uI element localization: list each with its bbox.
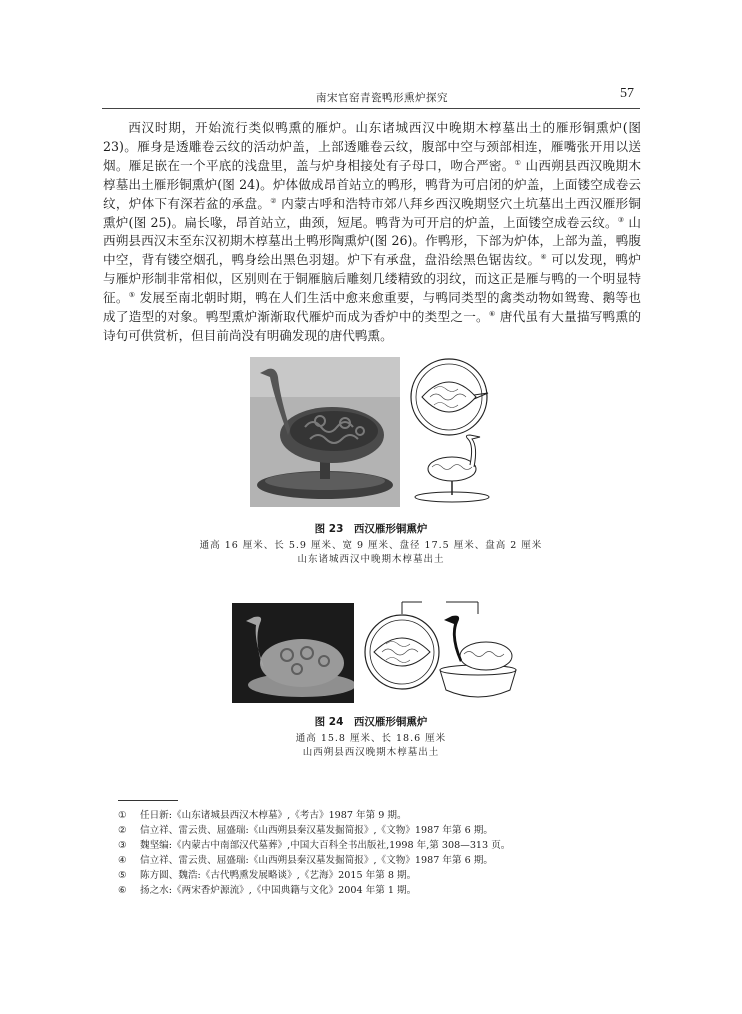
figure-23-caption-line: 通高 16 厘米、长 5.9 厘米、宽 9 厘米、盘径 17.5 厘米、盘高 2 厘米: [199, 540, 543, 551]
footnote-item: [118, 823, 618, 838]
footnote-mark: ⑤: [118, 870, 127, 881]
footnote-ref[interactable]: ①: [514, 158, 522, 167]
figure-24-drawing-circle: [362, 600, 442, 710]
duck-censer-photo-illustration: [232, 603, 354, 703]
footnote-mark: ①: [118, 810, 127, 821]
figure-24: [0, 600, 742, 760]
footnote-ref[interactable]: ②: [270, 196, 277, 205]
footnote-item: [118, 868, 618, 883]
figure-24-caption-line: 山西朔县西汉晚期木椁墓出土: [302, 747, 440, 758]
page-number: 57: [620, 86, 634, 101]
footnote-text: 扬之水:《两宋香炉源流》,《中国典籍与文化》2004 年第 1 期。: [140, 885, 417, 896]
footnote-item: [118, 853, 618, 868]
footnote-item: [118, 883, 618, 898]
figure-24-photo: [232, 603, 354, 703]
footnote-mark: ④: [118, 855, 127, 866]
figure-23-photo: [250, 357, 400, 507]
body-segment: 发展至南北朝时期，鸭在人们生活中愈来愈重要，与鸭同类型的禽类动物如鸳鸯、鹅等也成了造型的对象。鸭型熏炉渐渐取代雁炉而成为香炉中的类型之一。: [103, 290, 641, 325]
censer-top-view-drawing: [362, 600, 442, 710]
censer-line-drawing: [408, 355, 490, 515]
footnote-item: [118, 808, 618, 823]
footnote-ref[interactable]: ⑥: [488, 309, 496, 318]
body-segment: 西汉时期，开始流行类似鸭熏的雁炉。山东诸城西汉中晚期木椁墓出土的雁形铜熏炉(图 23)。雁身是透雕卷云纹的活动炉盖，上部透雕卷云纹，腹部中空与颈部相连，雁嘴张开用以送烟。雁足嵌在一个平底的浅盘里，盖与炉身相接处有子母口，吻合严密。: [103, 120, 641, 173]
figure-23-caption-title: 图 23 西汉雁形铜熏炉: [314, 523, 428, 535]
footnote-divider: [118, 800, 178, 801]
footnote-text: 任日新:《山东诸城县西汉木椁墓》,《考古》1987 年第 9 期。: [140, 810, 407, 821]
duck-censer-photo-illustration: [250, 357, 400, 507]
footnote-item: [118, 838, 618, 853]
figure-24-caption-title: 图 24 西汉雁形铜熏炉: [314, 716, 428, 728]
body-segment: 山西朔县西汉末至东汉初期木椁墓出土鸭形陶熏炉(图 26)。作鸭形，下部为炉体，上部为盖，鸭腹中空，背有镂空烟孔，鸭身绘出黑色羽翅。炉下有承盘，盘沿绘黑色锯齿纹。: [103, 214, 641, 268]
figure-24-drawing-side: [436, 600, 520, 710]
footnote-ref[interactable]: ④: [540, 253, 547, 262]
figure-23: [0, 355, 742, 570]
body-segment: 山西朔县西汉晚期木椁墓出土雁形铜熏炉(图 24)。炉体做成昂首站立的鸭形，鸭背为可启闭的炉盖，上面镂空成卷云纹，炉体下有深若盆的承盘。: [103, 157, 641, 211]
figure-23-caption-line: 山东诸城西汉中晚期木椁墓出土: [297, 554, 445, 565]
figure-23-drawing: [408, 355, 490, 515]
footnote-ref[interactable]: ③: [617, 215, 625, 224]
running-header-title: 南宋官窑青瓷鸭形熏炉探究: [316, 92, 448, 104]
footnote-mark: ②: [118, 825, 127, 836]
footnote-text: 信立祥、雷云贵、屈盛瑞:《山西朔县秦汉墓发掘简报》,《文物》1987 年第 6 期。: [140, 825, 493, 836]
body-segment: 唐代虽有大量描写鸭熏的诗句可供赏析，但目前尚没有明确发现的唐代鸭熏。: [103, 309, 642, 343]
footnote-mark: ③: [118, 840, 127, 851]
footnote-text: 陈方圆、魏浩:《古代鸭熏发展略谈》,《艺海》2015 年第 8 期。: [140, 870, 417, 881]
body-segment: 可以发现，鸭炉与雁炉形制非常相似，区别则在于铜雁脑后雕刻几缕精致的羽纹，而这正是雁与鸭的一个明显特征。: [103, 252, 641, 306]
footnote-ref[interactable]: ⑤: [128, 290, 136, 299]
body-segment: 内蒙古呼和浩特市郊八拜乡西汉晚期竖穴土坑墓出土西汉雁形铜熏炉(图 25)。扁长喙，昂首站立，曲颈，短尾。鸭背为可开启的炉盖，上面镂空成卷云纹。: [103, 195, 642, 230]
footnote-text: 信立祥、雷云贵、屈盛瑞:《山西朔县秦汉墓发掘简报》,《文物》1987 年第 6 期。: [140, 855, 493, 866]
figure-24-caption-line: 通高 15.8 厘米、长 18.6 厘米: [295, 733, 447, 744]
footnote-text: 魏坚编:《内蒙古中南部汉代墓葬》,中国大百科全书出版社,1998 年,第 308—313 页。: [140, 840, 511, 851]
footnotes: [118, 808, 618, 898]
body-paragraph: [103, 119, 641, 346]
censer-side-view-drawing: [436, 600, 520, 710]
running-header: [102, 88, 640, 109]
footnote-mark: ⑥: [118, 885, 127, 896]
